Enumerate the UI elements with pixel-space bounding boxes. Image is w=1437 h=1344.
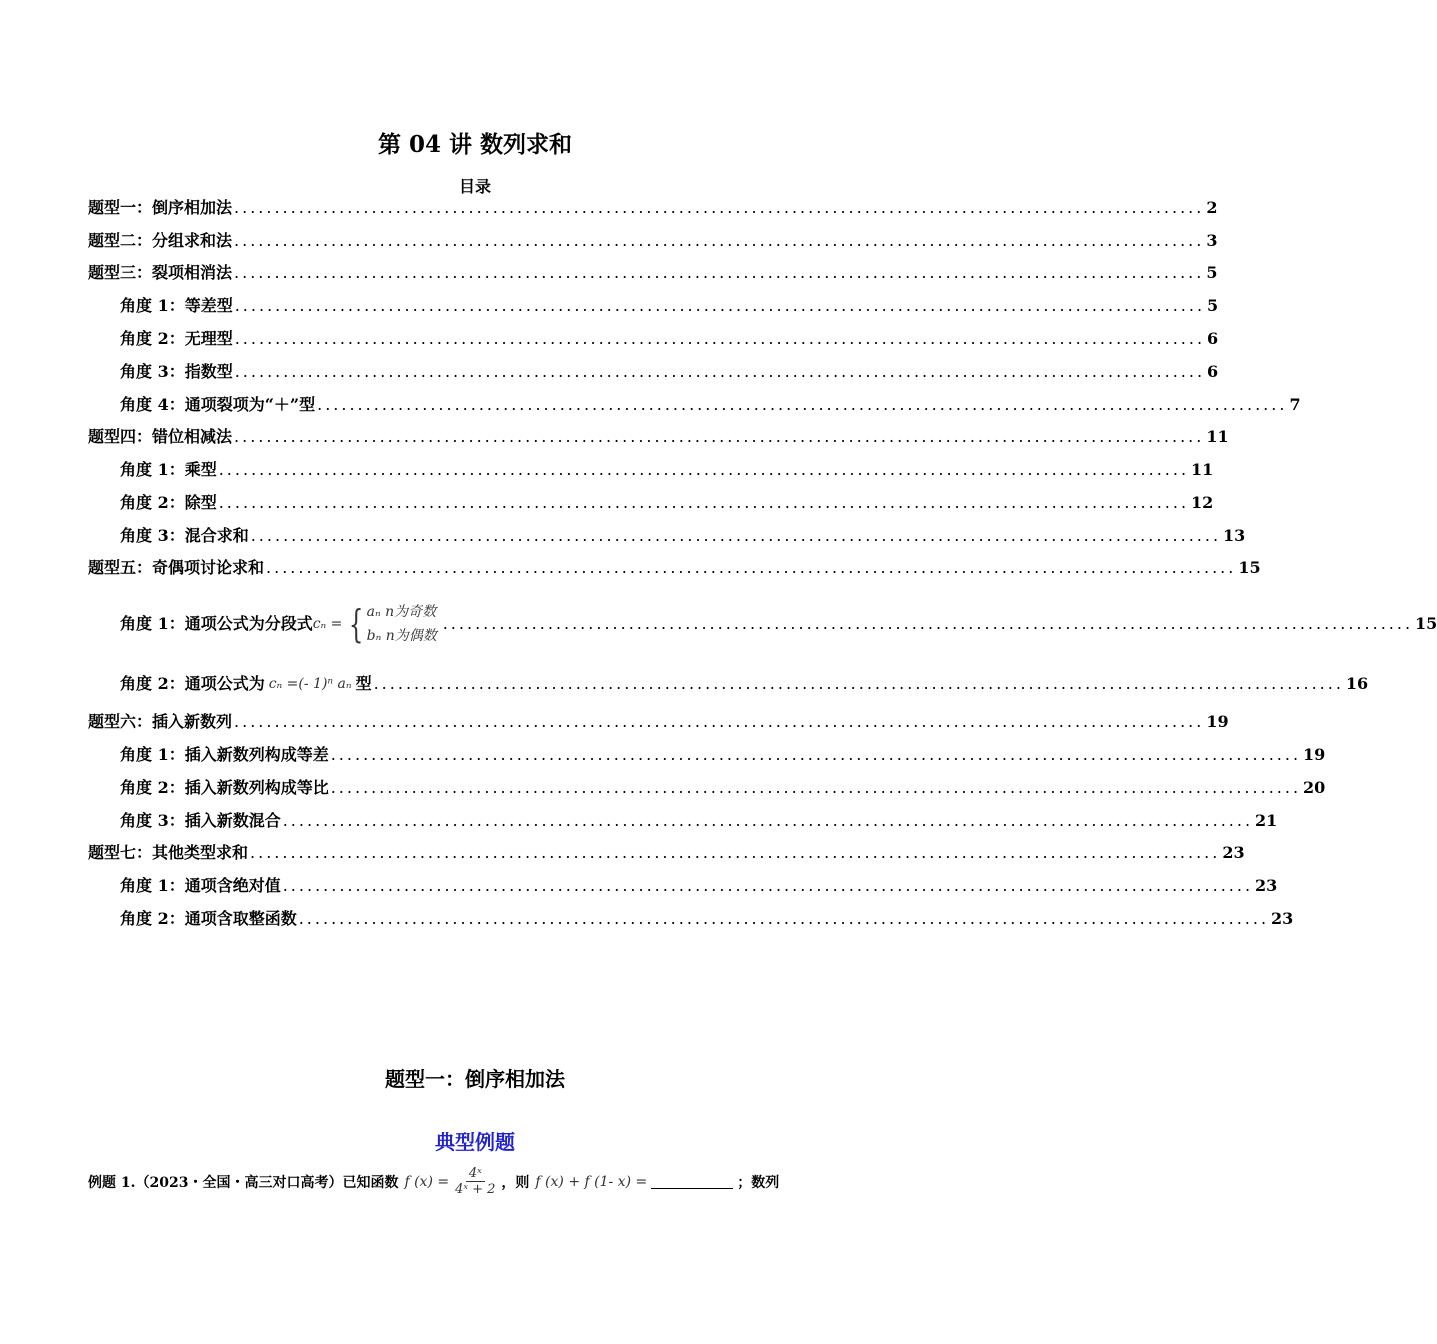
toc-label: 题型三：裂项相消法 (88, 263, 233, 282)
toc-label: 题型七：其他类型求和 (88, 843, 249, 862)
toc-page-number: 15 (1415, 614, 1437, 633)
toc-leader-dots: ........................................................................................................................ (234, 296, 1206, 315)
toc-page-number: 19 (1206, 712, 1229, 731)
toc-entry[interactable] (120, 809, 1278, 833)
toc-page-number: 12 (1191, 493, 1214, 512)
example-suffix: ；数列 (737, 1174, 780, 1191)
toc-leader-dots: ........................................................................................................................ (250, 526, 1222, 545)
formula: cₙ =(- 1)ⁿ aₙ (268, 676, 352, 692)
toc-entry[interactable] (88, 841, 1245, 865)
example-prefix: 例题 1.（2023・全国・高三对口高考）已知函数 (88, 1174, 399, 1191)
toc-entry[interactable] (120, 776, 1326, 800)
toc-entry[interactable] (88, 229, 1218, 253)
toc-leader-dots: ........................................................................................................................ (373, 674, 1344, 693)
formula-cases (367, 600, 437, 648)
toc-label: 角度 3：插入新数混合 (120, 811, 281, 830)
toc-page-number: 21 (1255, 811, 1278, 830)
toc-page-number: 6 (1207, 362, 1219, 381)
toc-label: 题型四：错位相减法 (88, 427, 233, 446)
toc-label-suffix: 型 (355, 674, 372, 693)
brace-symbol: { (349, 602, 364, 646)
toc-label: 题型六：插入新数列 (88, 712, 233, 731)
toc-page-number: 11 (1191, 460, 1214, 479)
piecewise-formula (346, 600, 436, 648)
toc-heading: 目录 (458, 177, 491, 196)
toc-entry[interactable] (88, 556, 1261, 580)
toc-leader-dots: ........................................................................................................................ (298, 909, 1270, 928)
toc-label: 角度 2：除型 (120, 493, 217, 512)
toc-label: 角度 2：无理型 (120, 329, 233, 348)
toc-label: 题型五：奇偶项讨论求和 (88, 558, 265, 577)
expression: f (x) + f (1- x) = (535, 1173, 648, 1190)
toc-page-number: 23 (1222, 843, 1245, 862)
toc-page-number: 13 (1223, 526, 1246, 545)
toc-page-number: 7 (1289, 395, 1301, 414)
formula-case-odd: aₙ n为奇数 (366, 604, 437, 620)
toc-page-number: 16 (1345, 674, 1369, 693)
toc-entry[interactable] (120, 393, 1301, 417)
toc-page-number: 23 (1255, 876, 1278, 895)
toc-page-number: 5 (1207, 296, 1219, 315)
formula-case-even: bₙ n为偶数 (366, 628, 437, 644)
toc-page-number: 5 (1206, 263, 1218, 282)
page-title: 第 04 讲 数列求和 (377, 131, 573, 158)
function-lhs: f (x) = (404, 1173, 450, 1190)
toc-leader-dots: ........................................................................................................................ (234, 263, 1205, 282)
toc-entry[interactable] (120, 597, 1437, 651)
toc-entry[interactable] (120, 907, 1294, 931)
toc-entry[interactable] (120, 491, 1214, 515)
sub-title: 典型例题 (435, 1130, 515, 1154)
toc-leader-dots: ........................................................................................................................ (218, 493, 1190, 512)
toc-page-number: 11 (1206, 427, 1229, 446)
toc-entry[interactable] (88, 710, 1229, 734)
toc-leader-dots: ........................................................................................................................ (234, 329, 1206, 348)
toc-entry[interactable] (120, 458, 1214, 482)
formula-lhs: cₙ = (312, 616, 343, 632)
example-mid: ，则 (501, 1174, 530, 1191)
toc-leader-dots: ........................................................................................................................ (218, 460, 1190, 479)
toc-label (120, 672, 372, 696)
toc-entry[interactable] (120, 327, 1219, 351)
toc-page-number: 19 (1303, 745, 1326, 764)
toc-entry[interactable] (120, 672, 1369, 696)
toc-label: 角度 4：通项裂项为“＋”型 (120, 395, 316, 414)
toc-leader-dots: ........................................................................................................................ (234, 231, 1205, 250)
toc-page-number: 20 (1303, 778, 1326, 797)
toc-page-number: 2 (1206, 198, 1218, 217)
toc-leader-dots: ........................................................................................................................ (234, 712, 1205, 731)
toc-leader-dots: ........................................................................................................................ (250, 843, 1221, 862)
fraction-numerator: 4ˣ (466, 1166, 485, 1182)
toc-leader-dots: ........................................................................................................................ (317, 395, 1288, 414)
fraction-denominator: 4ˣ + 2 (455, 1182, 496, 1197)
toc-label: 角度 3：混合求和 (120, 526, 249, 545)
toc-label (120, 600, 441, 648)
toc-page-number: 15 (1238, 558, 1261, 577)
example-problem (88, 1166, 848, 1197)
toc-leader-dots: ........................................................................................................................ (282, 876, 1254, 895)
toc-entry[interactable] (120, 360, 1219, 384)
toc-label: 题型二：分组求和法 (88, 231, 233, 250)
toc-label: 题型一：倒序相加法 (88, 198, 233, 217)
toc-page-number: 23 (1271, 909, 1294, 928)
toc-page-number: 3 (1206, 231, 1218, 250)
toc-label: 角度 2：通项含取整函数 (120, 909, 297, 928)
toc-entry[interactable] (120, 743, 1326, 767)
fraction (455, 1166, 495, 1197)
toc-label: 角度 1：通项含绝对值 (120, 876, 281, 895)
toc-label: 角度 3：指数型 (120, 362, 233, 381)
answer-blank[interactable] (651, 1174, 733, 1189)
toc-leader-dots: ........................................................................................................................ (266, 558, 1237, 577)
toc-leader-dots: ........................................................................................................................ (330, 745, 1302, 764)
toc-entry[interactable] (88, 196, 1218, 220)
toc-label: 角度 1：乘型 (120, 460, 217, 479)
toc-entry[interactable] (120, 524, 1246, 548)
toc-entry[interactable] (88, 261, 1218, 285)
toc-leader-dots: ........................................................................................................................ (282, 811, 1254, 830)
section-title: 题型一：倒序相加法 (385, 1067, 565, 1091)
toc-label: 角度 1：等差型 (120, 296, 233, 315)
toc-entry[interactable] (120, 874, 1278, 898)
toc-leader-dots: ........................................................................................................................ (442, 614, 1414, 633)
toc-label: 角度 2：插入新数列构成等比 (120, 778, 329, 797)
toc-leader-dots: ........................................................................................................................ (330, 778, 1302, 797)
toc-entry[interactable] (120, 294, 1219, 318)
toc-label-text: 角度 2：通项公式为 (120, 674, 265, 693)
toc-leader-dots: ........................................................................................................................ (234, 198, 1205, 217)
toc-entry[interactable] (88, 425, 1229, 449)
toc-label-text: 角度 1：通项公式为分段式 (120, 614, 313, 633)
toc-leader-dots: ........................................................................................................................ (234, 362, 1206, 381)
toc-leader-dots: ........................................................................................................................ (234, 427, 1205, 446)
toc-label: 角度 1：插入新数列构成等差 (120, 745, 329, 764)
toc-page-number: 6 (1207, 329, 1219, 348)
